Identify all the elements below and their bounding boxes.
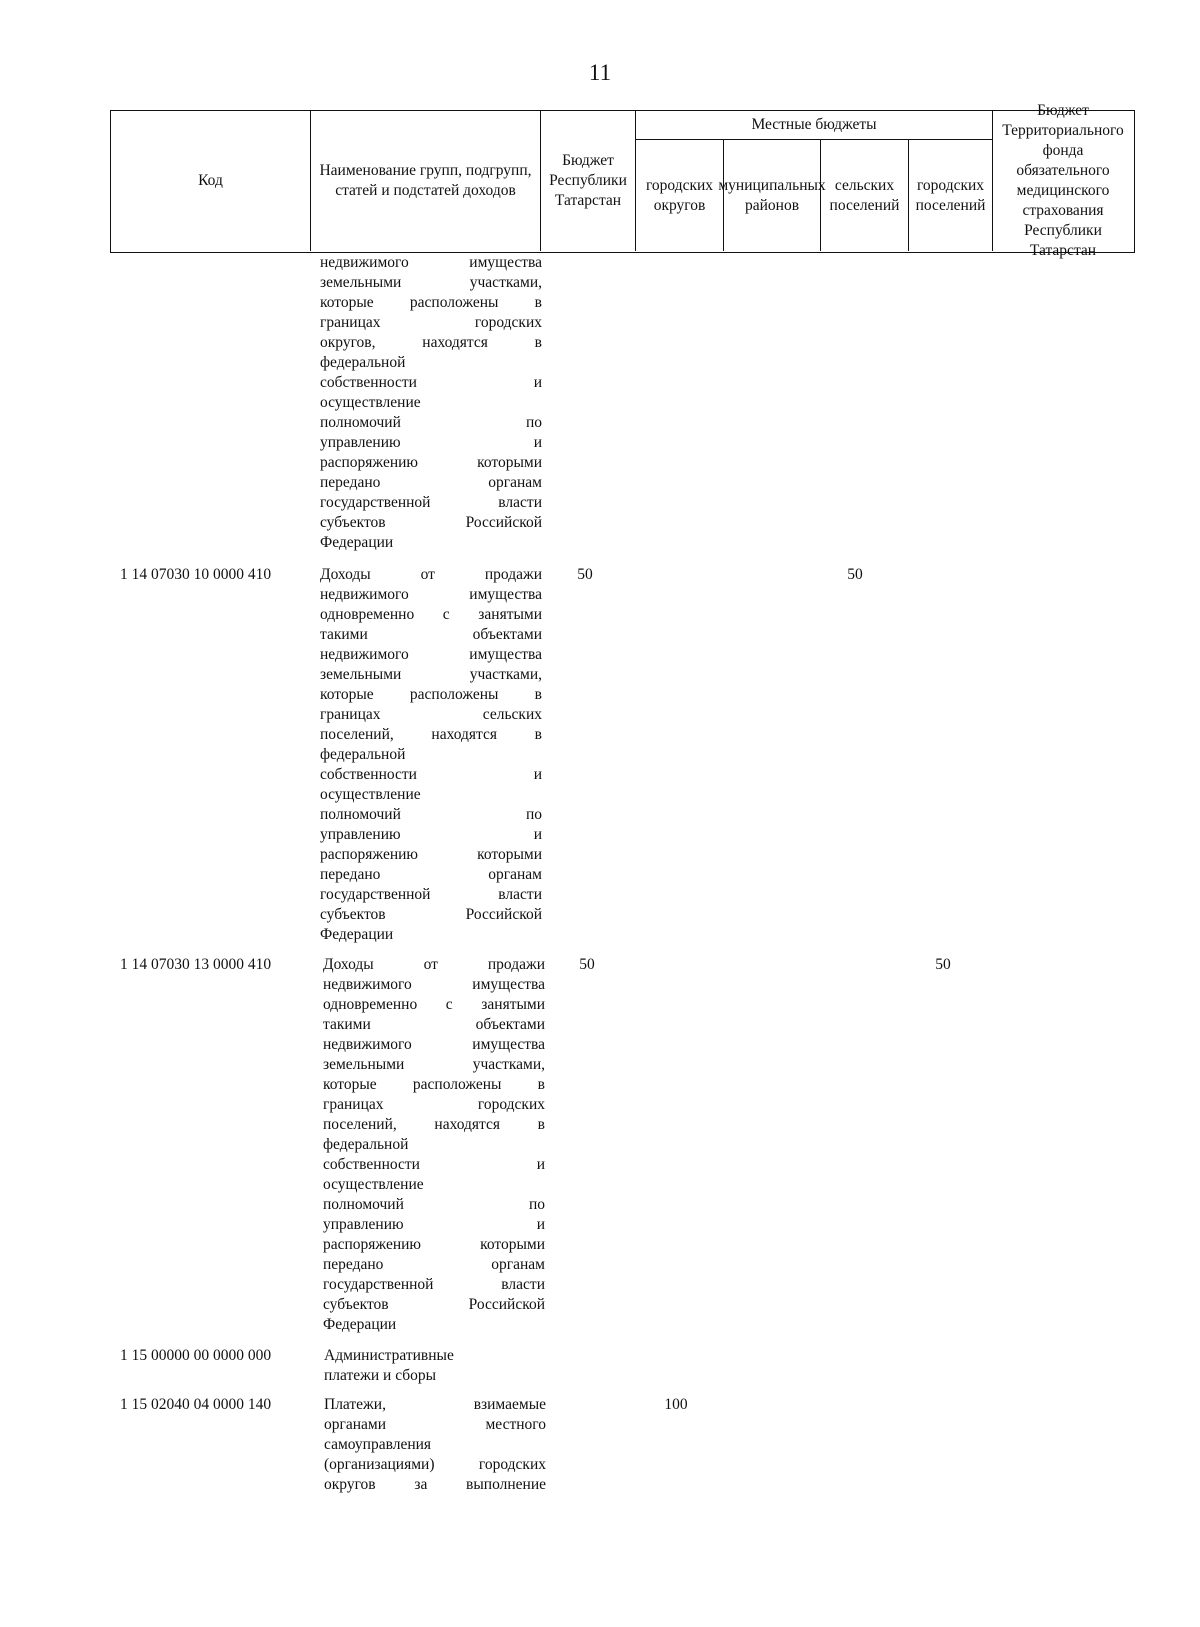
row-code: 1 15 02040 04 0000 140 (120, 1396, 272, 1413)
name-line: собственности и (323, 1156, 545, 1173)
name-line: поселений, находятся в (323, 1116, 545, 1133)
name-line: земельными участками, (323, 1056, 545, 1073)
name-line: поселений, находятся в (320, 726, 542, 743)
name-line: границах сельских (320, 706, 542, 723)
name-line: Доходы от продажи (323, 956, 545, 973)
row-code: 1 14 07030 10 0000 410 (120, 566, 272, 583)
name-line: федеральной (320, 746, 406, 763)
name-line: недвижимого имущества (320, 586, 542, 603)
header-municipal-districts (718, 139, 826, 251)
name-line: распоряжению которыми (320, 846, 542, 863)
name-line: платежи и сборы (324, 1367, 437, 1384)
value-republic: 50 (579, 956, 595, 973)
name-line: полномочий по (323, 1196, 545, 1213)
row-name (320, 253, 542, 553)
name-line: управлению и (323, 1216, 545, 1233)
value-city: 100 (664, 1396, 688, 1413)
page-number: 11 (588, 60, 612, 85)
header-name: Наименование групп, подгрупп, статей и подстатей доходов (311, 111, 541, 251)
name-line: одновременно с занятыми (320, 606, 542, 623)
name-line: передано органам (323, 1256, 545, 1273)
name-line: которые расположены в (323, 1076, 545, 1093)
name-line: органами местного (324, 1416, 546, 1433)
row-name (320, 565, 542, 945)
name-line: управлению и (320, 434, 542, 451)
header-municipal-districts-label: муниципальных районов (718, 176, 826, 214)
row-name (324, 1395, 546, 1495)
header-urban-settlements-label: городских поселений (915, 176, 986, 214)
name-line: полномочий по (320, 806, 542, 823)
header-urban-settlements (909, 139, 993, 251)
header-city-districts (636, 139, 724, 251)
name-line: недвижимого имущества (323, 976, 545, 993)
name-line: Федерации (320, 926, 394, 943)
header-city-districts-label: городских округов (645, 176, 714, 214)
header-fund-budget-label: Бюджет Территориального фонда обязательного медицинского страхования Республики Татарстан (1002, 102, 1124, 259)
name-line: одновременно с занятыми (323, 996, 545, 1013)
name-line: управлению и (320, 826, 542, 843)
name-line: такими объектами (323, 1016, 545, 1033)
table-header (110, 102, 1135, 259)
header-rural-settlements-label: сельских поселений (829, 176, 900, 214)
name-line: границах городских (320, 314, 542, 331)
name-line: федеральной (320, 354, 406, 371)
name-line: недвижимого имущества (320, 254, 542, 271)
name-line: которые расположены в (320, 686, 542, 703)
row-name (323, 955, 545, 1335)
name-line: осуществление (320, 394, 421, 411)
header-fund-budget (993, 102, 1133, 259)
value-rural: 50 (847, 566, 863, 583)
name-line: земельными участками, (320, 274, 542, 291)
header-code: Код (111, 111, 311, 251)
name-line: государственной власти (320, 886, 542, 903)
name-line: федеральной (323, 1136, 409, 1153)
header-local-budgets: Местные бюджеты (636, 111, 993, 139)
row-code: 1 15 00000 00 0000 000 (120, 1347, 272, 1364)
name-line: распоряжению которыми (320, 454, 542, 471)
name-line: субъектов Российской (320, 906, 542, 923)
name-line: осуществление (320, 786, 421, 803)
name-line: земельными участками, (320, 666, 542, 683)
name-line: Платежи, взимаемые (324, 1396, 546, 1413)
name-line: Федерации (323, 1316, 397, 1333)
name-line: Административные (324, 1347, 454, 1364)
name-line: передано органам (320, 866, 542, 883)
name-line: субъектов Российской (320, 514, 542, 531)
name-line: распоряжению которыми (323, 1236, 545, 1253)
name-line: (организациями) городских (324, 1456, 546, 1473)
header-rural-settlements (821, 139, 909, 251)
value-urban: 50 (935, 956, 951, 973)
name-line: самоуправления (324, 1436, 432, 1453)
row-name (324, 1346, 546, 1386)
name-line: полномочий по (320, 414, 542, 431)
name-line: такими объектами (320, 626, 542, 643)
name-line: субъектов Российской (323, 1296, 545, 1313)
name-line: недвижимого имущества (323, 1036, 545, 1053)
name-line: недвижимого имущества (320, 646, 542, 663)
value-republic: 50 (577, 566, 593, 583)
name-line: передано органам (320, 474, 542, 491)
name-line: округов за выполнение (324, 1476, 546, 1493)
name-line: которые расположены в (320, 294, 542, 311)
name-line: Федерации (320, 534, 394, 551)
name-line: осуществление (323, 1176, 424, 1193)
name-line: собственности и (320, 374, 542, 391)
header-republic-budget (541, 111, 636, 251)
header-republic-budget-label: Бюджет Республики Татарстан (549, 152, 627, 209)
name-line: государственной власти (320, 494, 542, 511)
name-line: границах городских (323, 1096, 545, 1113)
name-line: собственности и (320, 766, 542, 783)
name-line: округов, находятся в (320, 334, 542, 351)
name-line: Доходы от продажи (320, 566, 542, 583)
row-code: 1 14 07030 13 0000 410 (120, 956, 272, 973)
name-line: государственной власти (323, 1276, 545, 1293)
